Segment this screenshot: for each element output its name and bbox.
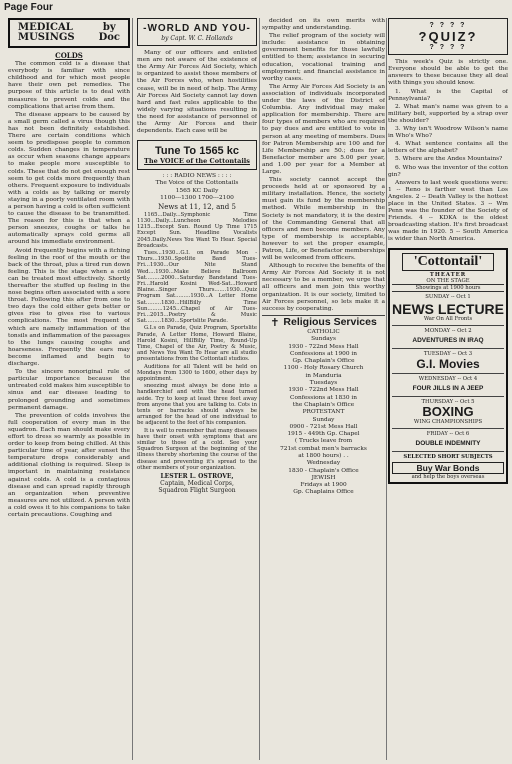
cross-icon: ✝ [270,315,280,329]
aid-paragraph: The Army Air Forces Aid Society is an association of individuals incorporated under the laws of the District of Columbia. Any individual may make application for membership. There are four types of members who are required to pay dues and are entitled to vote in person at any meeting of members. Dues for Patron Membership are 100 and for Life Membership are 50.; dues for a Benefactor member are 5.00 per year, and 1.00 per year for a Member at Large. [262,83,385,175]
day-label: MONDAY -- Oct 2 [424,327,472,334]
medical-paragraph: The disease appears to be caused by a small germ called a virus though this has not been definitely established. There are certain conditions which seem to predispose people to common colds. Sudden changes in temperature as occur when seasons change appears to make people more susceptible to colds. These that do not get enough rest seem to get colds more frequently than others. Frequent exposure to individuals with a colds as by talking or merely staying in a poorly ventilated room with a person having a cold is often sufficient to cause the disease to be transmitted. The reason for this is that when a person sneezes, coughs or talks he automatically sprays cold germs all around his immediate environment. [8,111,130,246]
aid-paragraph: The relief program of the society will include: assistance in obtaining government benefits for those lawfully entitled to them; assistance in securing education, vocational training and employment; and financial assistance in worthy cases. [262,33,385,82]
radio-news-times: News at 11, 12, and 5 [158,202,236,211]
world-and-you-masthead [137,18,257,46]
radio-studio-note: G.I.s on Parade, Quiz Program, Sportslite Parade, A Letter Home, Howard Blaine, Harold Kosini, HillBilly Time, Round-Up Time, Chapel of the Air, Poetry & Music, and News You Want To Hear are all studio presentations from the Cottontail studios. [137,325,257,363]
quiz-question: 3. Why isn't Woodrow Wilson's name in Who's Who? [388,126,508,140]
religious-line: Confessions at 1830 in [290,394,357,401]
theater-subtitle: THEATER [429,271,467,278]
signature-name: LESTER L. OSTROVE, [160,473,234,481]
quiz-title: ?QUIZ? [418,29,478,45]
divider [392,325,504,326]
religious-line: Tuesdays [309,380,338,387]
movie-title: ADVENTURES IN IRAQ [412,336,484,344]
quiz-answers: Answers to last week questions were: 1 -- Reno is farther west than Los Angeles. 2 -- Death Valley is the hottest place in the United States. 3 -- Wm Penn was the founder of the Society of Friends. 4 -- KDKA is the oldest broadcasting station. It's first broadcast was made in 1920. 5 -- South America is wider than North America. [388,179,508,243]
religious-line: 1915 - 449th Gp. Chapel [287,431,360,438]
religious-schedule [262,329,385,497]
religious-line: ( Trucks leave from [294,438,353,445]
medical-paragraph: Avoid frequently begins with a itching feeling in the roof of the mouth or the back of the throat, plus a tired run down feeling. This is the stage when a cold can be treated most effectively. Shortly thereafter the stuffed up feeling in the nose begins often associated with a sore throat. Following this after from one to two days the cold either gets better or gives rise to gives rise to various complications. The most frequent of which are namely inflammation of the tonsils and inflammation of the passages to the lungs causing coughs and hoarseness. Frequently the ears may become inflamed and begin to discharge. [8,247,130,368]
aid-society-column [262,18,385,760]
quiz-marks-top: ? ? ? ? [429,22,467,29]
religious-line: CATHOLIC [307,328,340,335]
aid-paragraph: Although to receive the benefits of the Army Air Forces Aid Society it is not necessary to be a member, we urge that all officers and men join this worthy organization. It is our society, limited to Air Forces personnel, so lets make it a success by cooperating. [262,263,385,312]
religious-line: the Chaplain's Office [292,401,355,408]
religious-line: PROTESTANT [302,409,345,416]
quiz-question: 6. Who was the inventor of the cotton gin? [388,164,508,178]
aid-paragraph: decided on its own merits with sympathy and understanding. [262,18,385,32]
religious-line: Fridays at 1900 [300,482,347,489]
day-label: TUESDAY -- Oct 3 [423,350,473,357]
religious-masthead [262,315,385,329]
theater-title: 'Cottontail' [402,253,494,271]
religious-line: 1830 - Chaplain's Office [288,467,359,474]
quiz-and-theater-column [388,18,508,760]
radio-news-head: : : : RADIO NEWS : : : : [162,173,232,180]
medical-column [8,18,130,760]
religious-line: Sundays [311,336,336,343]
day-label: WEDNESDAY -- Oct 4 [418,375,478,382]
selected-shorts: SELECTED SHORT SUBJECTS [403,453,493,460]
religious-line: Gp. Chaplain's Office [292,358,355,365]
movie-title: G.I. Movies [416,356,480,371]
divider [392,428,504,429]
quiz-question: 4. What sentence contains all the letters of the alphabet? [388,141,508,155]
column-rule [132,18,133,760]
masthead-left: MEDICAL MUSINGS [18,22,75,43]
movie-title: DOUBLE INDEMNITY [415,439,481,447]
theater-box [388,248,508,485]
world-title: -WORLD AND YOU- [143,23,251,34]
radio-schedule: Tues...1930...G.I. on Parade Mon - Thurs...1930..Spotlite Band Tues-Fri...1930...Our Nite Stand Wed....1930...Make Believe Ballroom Sat.........2000...Saturday Bandstand Tues-Fri...Harold Kosini Wed-Sat...Howard Blaine...Singer Thurs.......1930...Quiz Program Sat.........1930...A Letter Home Sat.........1830...HillBilly Time Sun.........1245...Chapel of Air Tues-Fri...2015...Poetry & Music Sat.........1830...Sportslite Parade. [137,249,257,325]
medical-paragraph: To the sincere nonoriginal rule of particular importance because the untreated cold makes him susceptible to sinus and ear disease leading to prolonged grounding and sometimes permanent damage. [8,369,130,411]
quiz-question: 2. What man's name was given to a military belt, supported by a strap over the shoulder? [388,103,508,124]
religious-title: Religious Services [283,315,377,328]
divider [392,396,504,397]
world-paragraph: Many of our officers and enlisted men are not aware of the existence of the Army Air Forces Aid Society, which is organized to assist those members of the Air Forces who, when hostilities cease, will be in need of help. The Army Air Forces Aid Society cannot lay down hard and fast rules applicable to the widely varying situations resulting in the need for assistance of personnel of the Army Air Forces and their dependents. Each case will be [137,50,257,135]
medical-paragraph: The prevention of colds involves the full cooperation of every man in the squadron. Each man should make every effort to dress so warmly as possible in order to keep from being chilled. At this particular time of year, after sunset the temperature drops considerably and additional clothing is required. Sleep is important in maintaining resistance against colds. A cold is a contagious disease and can spread rapidly through an organization when preventive measures are not utilized. A person with a cold owes it to his companions to take certain precautions. Coughing and [8,412,130,518]
religious-line: JEWISH [311,474,336,481]
divider [392,451,504,452]
movie-title: FOUR JILLS IN A JEEP [412,385,484,393]
radio-title: Tune To 1565 kc [155,145,239,158]
religious-line: Wednesday [306,460,341,467]
religious-line: Gp. Chaplains Office [293,489,354,496]
radio-hours-line: 1100---1300 1700---2100 [160,194,234,201]
radio-voice-line: The Voice of the Cottontails [155,180,239,187]
religious-line: in Manduria [305,372,342,379]
religious-line: 1930 - 722nd Mess Hall [288,387,359,394]
religious-line: Sunday [312,416,335,423]
religious-line: at 1800 hours) . . [298,452,349,459]
quiz-marks-bottom: ? ? ? ? [429,44,467,52]
quiz-masthead [388,18,508,55]
day-label: FRIDAY -- Oct 6 [426,430,470,437]
column-rule [386,18,387,760]
world-and-radio-column [137,18,257,760]
radio-masthead [137,140,257,170]
medical-musings-masthead [8,18,130,48]
movie-subtitle: WING CHAMPIONSHIPS [413,419,483,426]
movie-subtitle: War On All Fronts [423,316,473,323]
religious-line: 0900 - 721st Mess Hall [289,423,358,430]
war-bonds-title: Buy War Bonds [392,462,504,474]
day-label: THURSDAY -- Oct 5 [421,399,475,406]
medical-paragraph: The common cold is a disease that everybody is familiar with since childhood and for which most people have their own pet remedies. The purpose of this article is to deal with measures to prevent colds and the complications that arise from them. [8,61,130,110]
column-rule [259,18,260,760]
radio-schedule: 1165...Daily...Symphonic Time 1130...Daily...Luncheon Melodies 1215...Except Sun. Round Up Time 1715 Except Sun. Headline Vocalists 2045.Daily.News You Want To Hear. Special Broadcasts. [137,211,257,249]
signature-title: Captain, Medical Corps, [160,480,234,488]
radio-freq-line: 1565 KC Daily [175,187,219,194]
war-bonds-subtitle: and help the boys overseas [411,473,485,480]
religious-line: 1930 - 722nd Mess Hall [288,343,359,350]
radio-subtitle: The VOICE of the Cottontails [144,157,250,166]
divider [392,348,504,349]
movie-title: NEWS LECTURE [392,301,504,318]
page-header: Page Four [4,2,53,13]
radio-auditions: Auditions for all Talent will be held on Mondays from 1300 to 1600, other days by appointment. [137,363,257,382]
quiz-question: 5. Where are the Andes Mountains? [395,156,503,163]
aid-paragraph: This society cannot accept the proceeds held at or sponsored by a military installation. Hence, the society must gain its fund by the membership method. While membership in the Society is not mandatory, it is the desire of the Commanding General that all officers and men become members. Any type of membership is acceptable, however to set the proper example, Patron, Life, or Benefactor memberships will be welcomed from officers. [262,177,385,262]
masthead-right: by Doc [98,22,120,43]
theater-stage: ON THE STAGE [426,277,470,284]
divider [392,373,504,374]
medical-continued: It is well to remember that many diseases have their onset with symptoms that are similar to those of a cold. See your Squadron Surgeon at the beginning of the illness thereby shortening the course of the disease and preventing it's spread to the other members of your organization. [137,427,257,471]
day-label: SUNDAY -- Oct 1 [425,294,471,301]
movie-title: BOXING [422,404,474,420]
signature-unit: Squadron Flight Surgeon [158,487,236,495]
theater-showings: Showings at 1900 hours [392,284,504,292]
quiz-question: 1. What is the Capital of Pennsylvania? [388,88,508,102]
quiz-intro: This week's Quiz is strictly one. Everyone should be able to get the answers to these because they all deal with things you should know. [388,59,508,87]
world-byline: by Capt. W. C. Hollands [161,35,233,42]
medical-continued: sneezing must always be done into a handkerchief and with the head turned aside. Try to keep at least three feet away from anyone that you are talking to. Cots in tents or barracks should always be arranged for the head of one individual to be adjacent to the feet of his companion. [137,383,257,427]
religious-line: 721st combat men's barracks [280,445,367,452]
medical-topic: COLDS [55,51,83,60]
religious-line: Confessions at 1900 in [290,350,357,357]
religious-line: 1100 - Holy Rosary Church [283,365,364,372]
